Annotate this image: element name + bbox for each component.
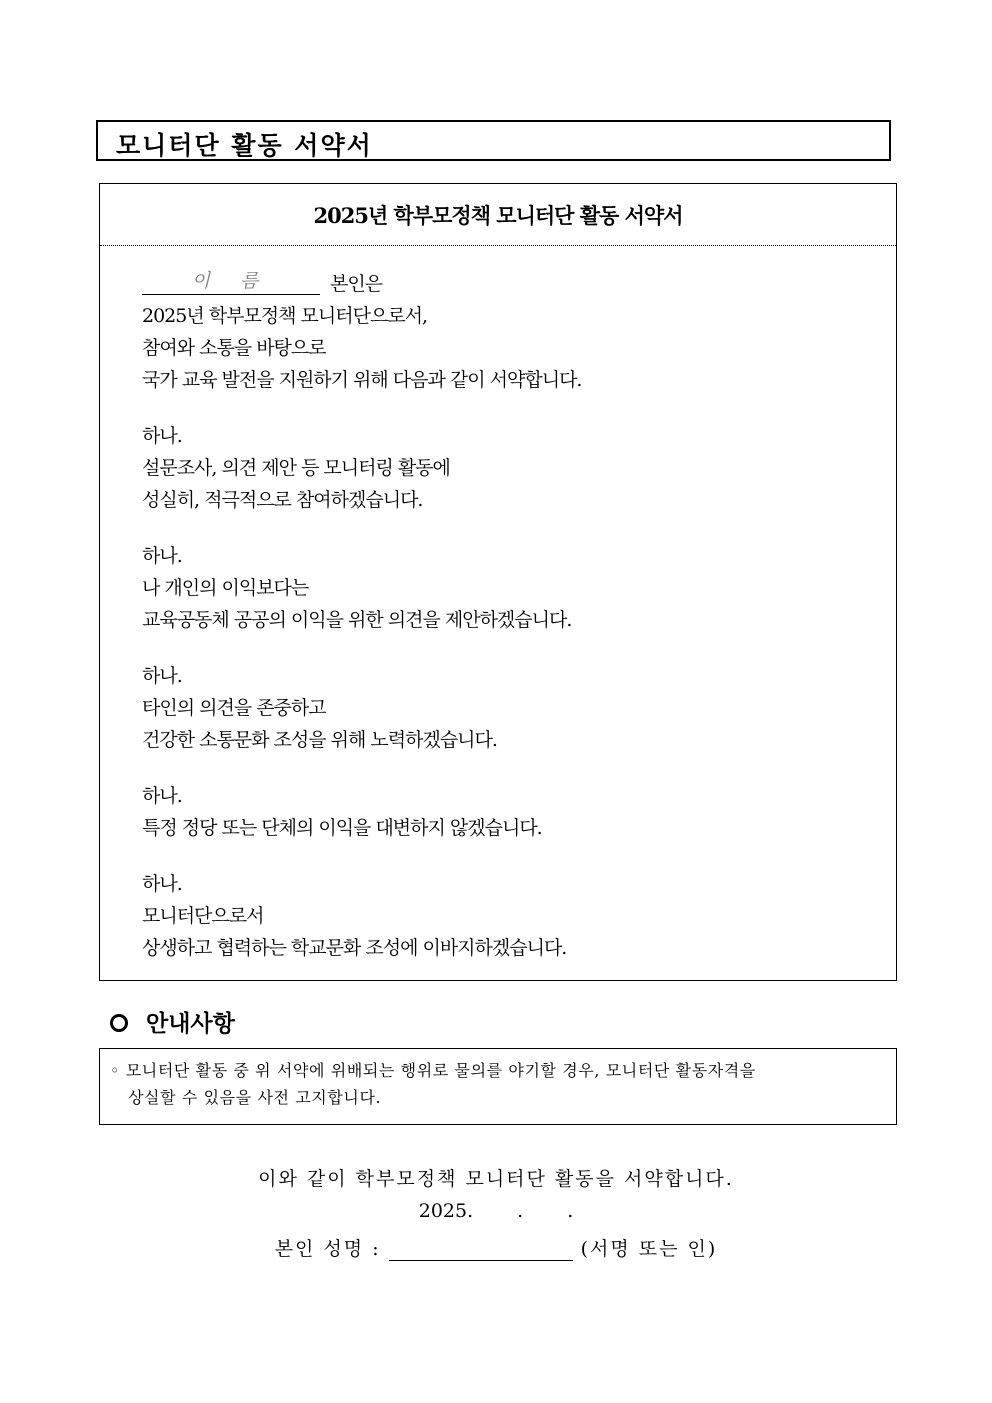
date-month-dot[interactable]: . [517, 1200, 524, 1222]
intro-line: 참여와 소통을 바탕으로 [142, 337, 326, 359]
sign-suffix: (서명 또는 인) [580, 1238, 718, 1260]
notice-line: ◦ 모니터단 활동 중 위 서약에 위배되는 행위로 물의를 야기할 경우, 모니터단 활동자격을 [110, 1061, 756, 1080]
notice-heading-label: 안내사항 [146, 1011, 235, 1037]
pledge-box [99, 183, 897, 981]
pledge-item-line: 교육공동체 공공의 이익을 위한 의견을 제안하겠습니다. [142, 609, 572, 631]
sign-label: 본인 성명 : [274, 1238, 381, 1260]
pledge-item-line: 상생하고 협력하는 학교문화 조성에 이바지하겠습니다. [142, 937, 567, 959]
pledge-item-line: 나 개인의 이익보다는 [142, 577, 309, 599]
pledge-item-line: 성실히, 적극적으로 참여하겠습니다. [142, 489, 423, 511]
closing-date [0, 1200, 992, 1222]
closing-sign [0, 1234, 992, 1261]
pledge-item-lead: 하나. [142, 425, 182, 447]
pledge-item-lead: 하나. [142, 785, 182, 807]
notice-heading [110, 1005, 235, 1038]
pledge-item-line: 건강한 소통문화 조성을 위해 노력하겠습니다. [142, 729, 497, 751]
page-title-box [96, 120, 891, 161]
pledge-item-line: 설문조사, 의견 제안 등 모니터링 활동에 [142, 457, 450, 479]
circle-bullet-icon [110, 1014, 128, 1032]
pledge-header [100, 184, 896, 246]
notice-line: 상실할 수 있음을 사전 고지합니다. [128, 1088, 382, 1107]
page-title: 모니터단 활동 서약서 [116, 131, 373, 160]
date-year[interactable]: 2025. [418, 1200, 474, 1222]
pledge-item-line: 타인의 의견을 존중하고 [142, 697, 326, 719]
name-row [142, 268, 581, 300]
pledge-item-line: 모니터단으로서 [142, 905, 264, 927]
intro-line: 2025년 학부모정책 모니터단으로서, [142, 305, 428, 327]
name-field[interactable]: 이 름 [142, 268, 320, 295]
pledge-title: 2025년 학부모정책 모니터단 활동 서약서 [313, 203, 683, 228]
signature-field[interactable] [389, 1234, 573, 1261]
pledge-item-lead: 하나. [142, 665, 182, 687]
pledge-item-lead: 하나. [142, 873, 182, 895]
notice-box [99, 1048, 897, 1125]
pledge-body [142, 268, 581, 964]
pledge-item-line: 특정 정당 또는 단체의 이익을 대변하지 않겠습니다. [142, 817, 542, 839]
date-day-dot[interactable]: . [567, 1200, 574, 1222]
intro-line: 국가 교육 발전을 지원하기 위해 다음과 같이 서약합니다. [142, 369, 582, 391]
closing-statement: 이와 같이 학부모정책 모니터단 활동을 서약합니다. [258, 1168, 734, 1190]
intro-line: 본인은 [330, 273, 383, 295]
notice-text [110, 1057, 886, 1111]
pledge-item-lead: 하나. [142, 545, 182, 567]
